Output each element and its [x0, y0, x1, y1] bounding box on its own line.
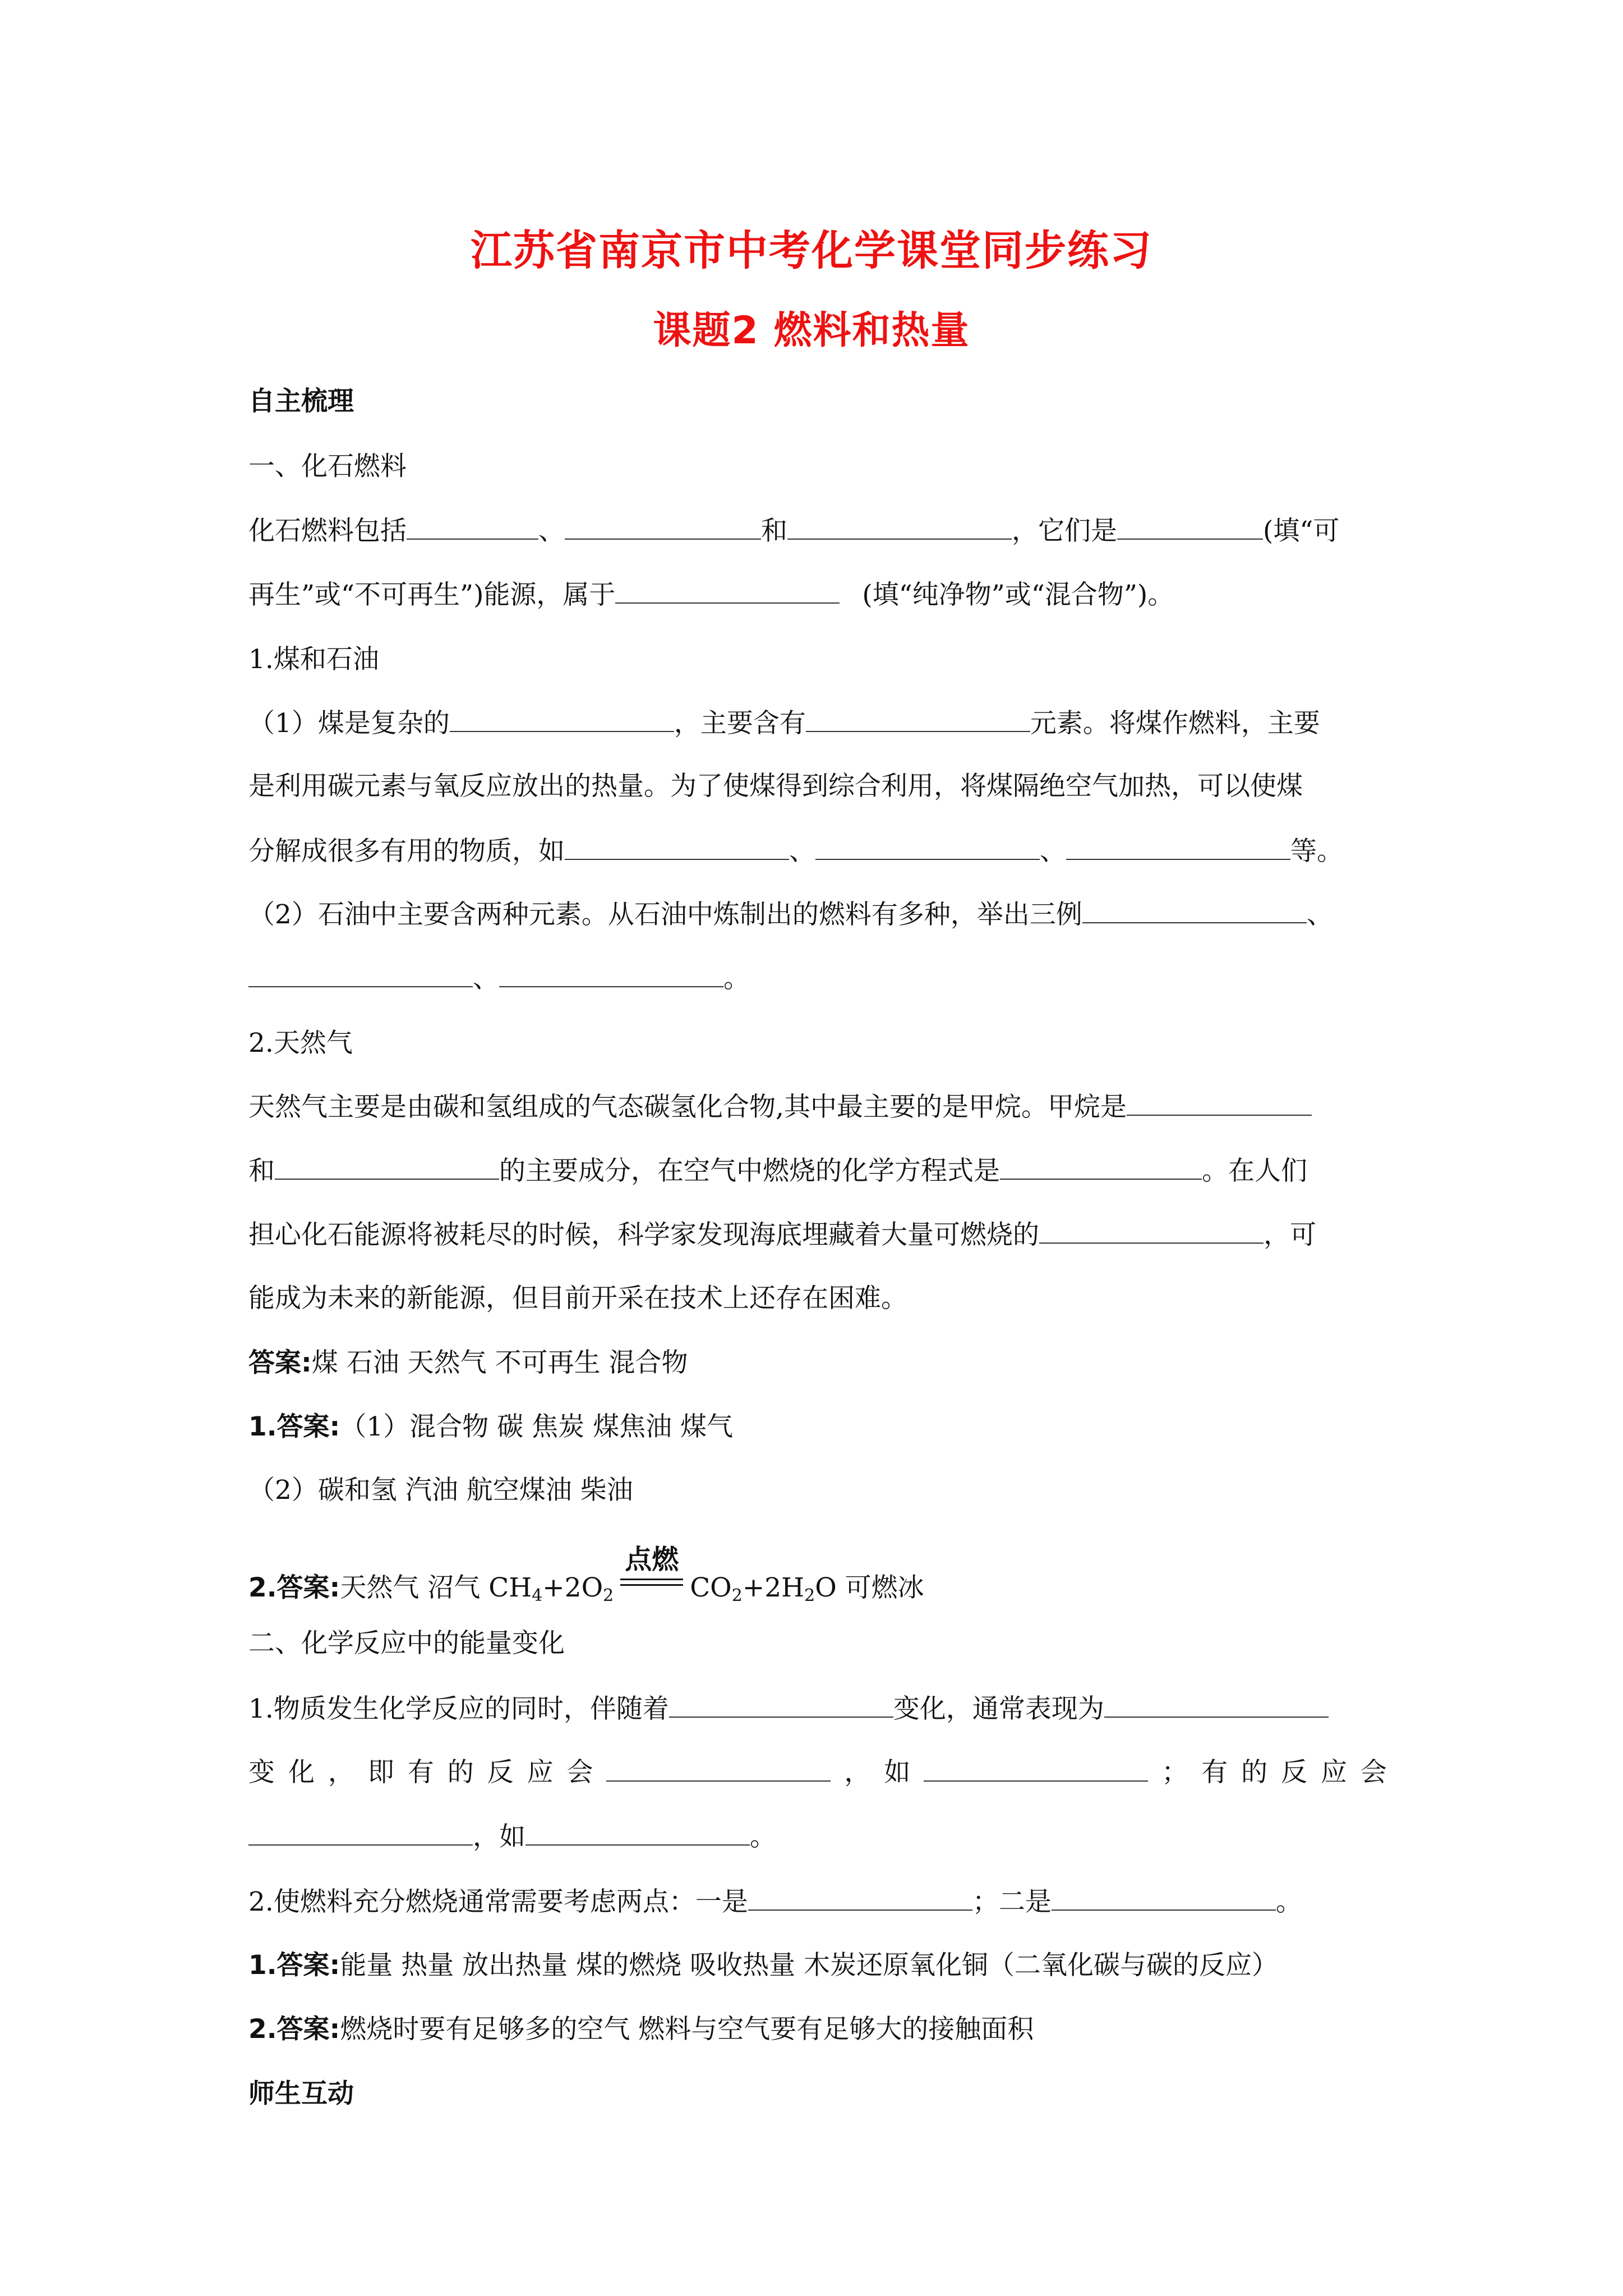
part2-heading: 二、化学反应中的能量变化	[248, 1628, 565, 1659]
section-heading-interaction: 师生互动	[248, 2078, 354, 2109]
gas-line-1: 天然气主要是由碳和氢组成的气态碳氢化合物,其中最主要的是甲烷。甲烷是	[248, 1090, 1387, 1124]
answer-blank[interactable]	[1052, 1885, 1276, 1911]
fuel-combustion-line: 2.使燃料充分燃烧通常需要考虑两点：一是 ；二是 。	[248, 1885, 1387, 1919]
answer-blank[interactable]	[669, 1692, 893, 1718]
energy-line-1: 1.物质发生化学反应的同时，伴随着 变化，通常表现为	[248, 1692, 1387, 1726]
answer-blank[interactable]	[248, 1820, 473, 1846]
answer-blank[interactable]	[787, 514, 1012, 540]
answer-blank[interactable]	[499, 961, 723, 987]
gas-line-4: 能成为未来的新能源，但目前开采在技术上还存在困难。	[248, 1283, 907, 1314]
energy-line-3: ，如 。	[248, 1820, 1387, 1854]
answer-line-1-2: 2.答案:天然气 沼气 $CH_4+2O_2$ 点燃 $CO_2+2H_2O$ 可燃冰	[248, 1544, 924, 1605]
answer-blank[interactable]	[748, 1885, 972, 1911]
answer-blank[interactable]	[275, 1154, 499, 1180]
document-title: 江苏省南京市中考化学课堂同步练习	[471, 227, 1152, 275]
coal-line-1: （1）煤是复杂的 ，主要含有 元素。将煤作燃料，主要	[248, 706, 1387, 740]
answer-blank[interactable]	[815, 834, 1040, 860]
answer-line-2-2: 2.答案:燃烧时要有足够多的空气 燃料与空气要有足够大的接触面积	[248, 2014, 1034, 2045]
section-heading-self-study: 自主梳理	[248, 386, 354, 417]
answer-blank[interactable]	[565, 834, 789, 860]
answer-blank[interactable]	[1104, 1692, 1329, 1718]
answer-blank[interactable]	[1039, 1218, 1264, 1244]
gas-line-2: 和 的主要成分，在空气中燃烧的化学方程式是 。在人们	[248, 1154, 1387, 1188]
gas-line-3: 担心化石能源将被耗尽的时候，科学家发现海底埋藏着大量可燃烧的 ，可	[248, 1218, 1387, 1252]
answer-blank[interactable]	[407, 514, 538, 540]
answer-blank[interactable]	[1082, 898, 1307, 923]
coal-oil-heading: 1.煤和石油	[248, 644, 379, 675]
answer-line-2-1: 1.答案:能量 热量 放出热量 煤的燃烧 吸收热量 木炭还原氧化铜（二氧化碳与碳的反应）	[248, 1950, 1279, 1981]
part1-heading: 一、化石燃料	[248, 451, 407, 482]
answer-blank[interactable]	[1000, 1154, 1202, 1180]
answer-blank[interactable]	[615, 578, 840, 604]
answer-line-1: 答案:煤 石油 天然气 不可再生 混合物	[248, 1347, 688, 1378]
answer-blank[interactable]	[248, 961, 473, 987]
energy-line-2: 变 化 ， 即 有 的 反 应 会 ， 如 ； 有 的 反 应 会	[248, 1757, 1387, 1788]
answer-blank[interactable]	[806, 706, 1030, 732]
answer-blank[interactable]	[924, 1756, 1148, 1782]
coal-line-2: 是利用碳元素与氧反应放出的热量。为了使煤得到综合利用，将煤隔绝空气加热，可以使煤	[248, 771, 1303, 802]
answer-blank[interactable]	[1127, 1090, 1312, 1116]
answer-line-1-1: 1.答案:（1）混合物 碳 焦炭 煤焦油 煤气	[248, 1411, 734, 1442]
oil-line-1: （2）石油中主要含两种元素。从石油中炼制出的燃料有多种，举出三例 、	[248, 898, 1387, 932]
answer-blank[interactable]	[1066, 834, 1290, 860]
oil-line-2: 、 。	[248, 961, 1387, 996]
answer-blank[interactable]	[450, 706, 674, 732]
natural-gas-heading: 2.天然气	[248, 1028, 353, 1059]
answer-blank[interactable]	[565, 514, 761, 540]
reaction-condition: 点燃	[618, 1563, 685, 1596]
lesson-title: 课题2 燃料和热量	[653, 309, 970, 353]
answer-line-1-1b: （2）碳和氢 汽油 航空煤油 柴油	[248, 1475, 633, 1506]
answer-blank[interactable]	[606, 1756, 831, 1782]
coal-line-3: 分解成很多有用的物质，如 、 、 等。	[248, 834, 1387, 868]
fossil-fuel-line-1: 化石燃料包括 、 和 ，它们是 (填“可	[248, 514, 1387, 548]
answer-blank[interactable]	[1117, 514, 1263, 540]
answer-blank[interactable]	[525, 1820, 750, 1846]
fossil-fuel-line-2: 再生”或“不可再生”)能源，属于 (填“纯净物”或“混合物”)。	[248, 578, 1387, 612]
